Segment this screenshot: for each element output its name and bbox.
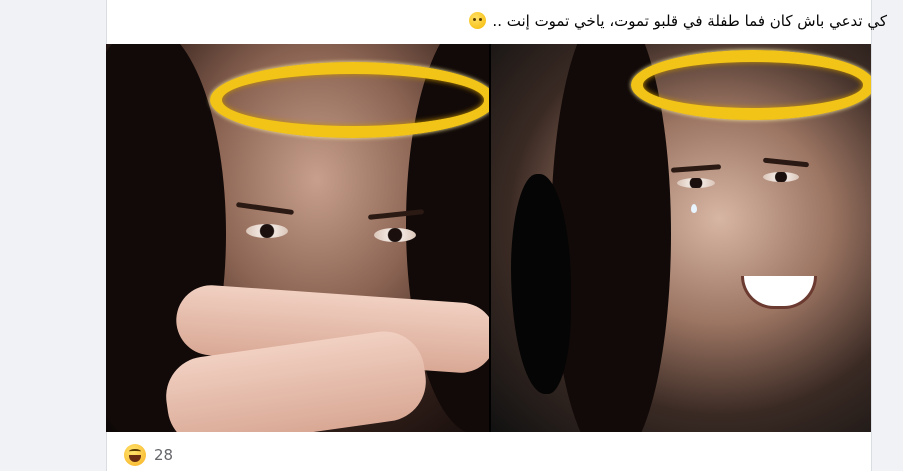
eyebrow bbox=[671, 164, 721, 172]
eyebrow bbox=[236, 202, 294, 215]
halo-icon bbox=[210, 62, 489, 138]
eye bbox=[374, 228, 416, 242]
post-image[interactable] bbox=[106, 44, 871, 432]
haha-reaction-icon[interactable] bbox=[124, 444, 146, 466]
eye bbox=[763, 172, 799, 182]
halo-icon bbox=[631, 50, 871, 120]
sad-face-icon bbox=[469, 12, 486, 29]
meme-panel-right bbox=[491, 44, 871, 432]
reactions-bar[interactable] bbox=[124, 444, 173, 466]
eye bbox=[246, 224, 288, 238]
post-text-content: كي تدعي باش كان فما طفلة في قلبو تموت، ياخي تموت إنت .. bbox=[492, 12, 887, 30]
smile-shape bbox=[741, 276, 817, 309]
reaction-count[interactable]: 28 bbox=[154, 446, 174, 464]
tear-shape bbox=[691, 204, 697, 213]
eyebrow bbox=[763, 158, 809, 168]
post-text bbox=[167, 10, 887, 32]
meme-panel-left bbox=[106, 44, 489, 432]
eye bbox=[677, 178, 715, 188]
